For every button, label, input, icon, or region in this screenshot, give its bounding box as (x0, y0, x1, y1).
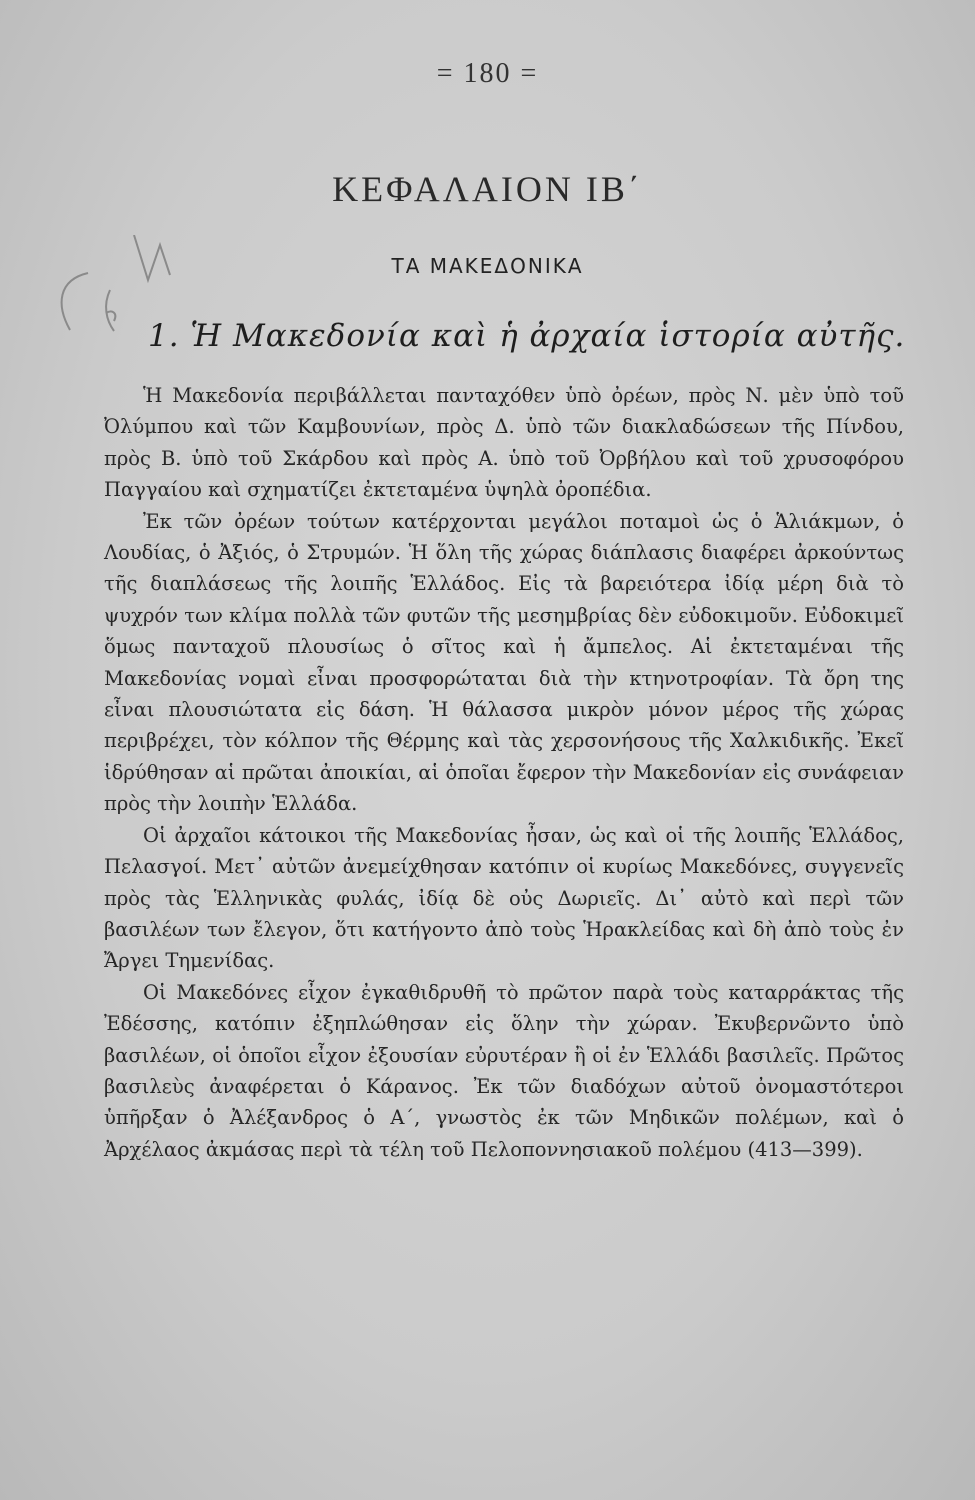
body-text (104, 380, 904, 1165)
page-number: = 180 = (436, 58, 539, 89)
section-title: 1. Ἡ Μακεδονία καὶ ἡ ἀρχαία ἱστορία αὐτῆς. (148, 318, 906, 354)
paragraph: Οἱ ἀρχαῖοι κάτοικοι τῆς Μακεδονίας ἦσαν, ὡς καὶ οἱ τῆς λοιπῆς Ἑλλάδος, Πελασγοί. Μετ᾿ αὐτῶν ἀνεμείχθησαν κατόπιν οἱ κυρίως Μακεδόνες, συγγενεῖς πρὸς τὰς Ἑλληνικὰς φυλάς, ἰδίᾳ δὲ οὐς Δωριεῖς. Δι᾿ αὐτὸ καὶ περὶ τῶν βασιλέων των ἔλεγον, ὅτι κατήγοντο ἀπὸ τοὺς Ἡρακλείδας καὶ δὴ ἀπὸ τοὺς ἐν Ἄργει Τημενίδας. (104, 823, 904, 973)
paragraph: Οἱ Μακεδόνες εἶχον ἐγκαθιδρυθῆ τὸ πρῶτον παρὰ τοὺς καταρράκτας τῆς Ἐδέσσης, κατόπιν ἐξηπλώθησαν εἰς ὅλην τὴν χώραν. Ἐκυβερνῶντο ὑπὸ βασιλέων, οἱ ὁποῖοι εἶχον ἐξουσίαν εὐρυτέραν ἢ οἱ ἐν Ἑλλάδι βασιλεῖς. Πρῶτος βασιλεὺς ἀναφέρεται ὁ Κάρανος. Ἐκ τῶν διαδόχων αὐτοῦ ὀνομαστότεροι ὑπῆρξαν ὁ Ἀλέξανδρος ὁ Α΄, γνωστὸς ἐκ τῶν Μηδικῶν πολέμων, καὶ ὁ Ἀρχέλαος ἀκμάσας περὶ τὰ τέλη τοῦ Πελοποννησιακοῦ πολέμου (413—399). (104, 980, 904, 1161)
chapter-title: ΚΕΦΑΛΑΙΟΝ ΙΒ΄ (332, 169, 643, 209)
paragraph: Ἐκ τῶν ὀρέων τούτων κατέρχονται μεγάλοι ποταμοὶ ὡς ὁ Ἁλιάκμων, ὁ Λουδίας, ὁ Ἀξιός, ὁ Στρυμών. Ἡ ὅλη τῆς χώρας διάπλασις διαφέρει ἀρκούντως τῆς διαπλάσεως τῆς λοιπῆς Ἑλλάδος. Εἰς τὰ βαρειότερα ἰδίᾳ μέρη διὰ τὸ ψυχρόν των κλίμα πολλὰ τῶν φυτῶν τῆς μεσημβρίας δὲν εὐδοκιμοῦν. Εὐδοκιμεῖ ὅμως πανταχοῦ πλουσίως ὁ σῖτος καὶ ἡ ἄμπελος. Αἱ ἐκτεταμέναι τῆς Μακεδονίας νομαὶ εἶναι προσφορώταται διὰ τὴν κτηνοτροφίαν. Τὰ ὄρη της εἶναι πλουσιώτατα εἰς δάση. Ἡ θάλασσα μικρὸν μόνον μέρος τῆς χώρας περιβρέχει, τὸν κόλπον τῆς Θέρμης καὶ τὰς χερσονήσους τῆς Χαλκιδικῆς. Ἐκεῖ ἱδρύθησαν αἱ πρῶται ἀποικίαι, αἱ ὁποῖαι ἔφερον τὴν Μακεδονίαν εἰς συνάφειαν πρὸς τὴν λοιπὴν Ἑλλάδα. (104, 509, 904, 816)
paragraph: Ἡ Μακεδονία περιβάλλεται πανταχόθεν ὑπὸ ὀρέων, πρὸς Ν. μὲν ὑπὸ τοῦ Ὀλύμπου καὶ τῶν Καμβουνίων, πρὸς Δ. ὑπὸ τῶν διακλαδώσεων τῆς Πίνδου, πρὸς Β. ὑπὸ τοῦ Σκάρδου καὶ πρὸς Α. ὑπὸ τοῦ Ὀρβήλου καὶ τοῦ χρυσοφόρου Παγγαίου καὶ σχηματίζει ἐκτεταμένα ὑψηλὰ ὀροπέδια. (104, 384, 904, 502)
chapter-subtitle: ΤΑ ΜΑΚΕΔΟΝΙΚΑ (391, 254, 584, 278)
